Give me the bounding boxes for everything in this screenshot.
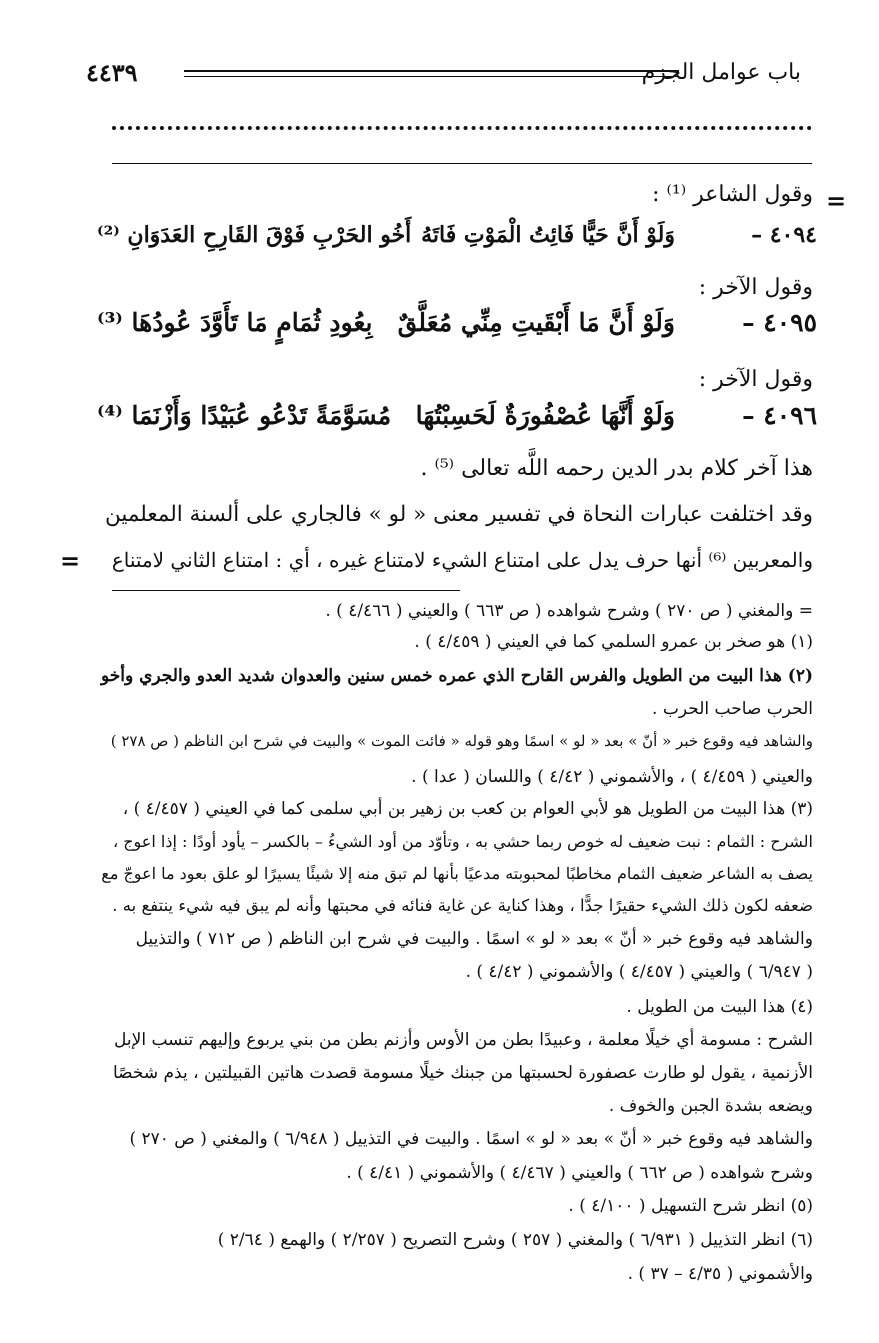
footnote-line: الأزنمية ، يقول لو طارت عصفورة لحسبتها من جبنك خيلًا مسومة قصدت هاتين القبيلتين ، يذم شخصًا bbox=[112, 1063, 813, 1083]
footnote-line: والشاهد فيه وقوع خبر « أنّ » بعد « لو » اسمًا . والبيت في شرح ابن الناظم ( ص ٧١٢ ) والتذييل bbox=[135, 929, 813, 949]
verse-4096 bbox=[97, 401, 817, 445]
footnote-line: الشرح : الثمام : نبت ضعيف له خوص ربما حشي به ، وتأوّد من أود الشيءُ – بالكسر – يأود أودًا : إذا اعوج ، bbox=[112, 832, 813, 851]
footnote-line: يصف به الشاعر ضعيف الثمام مخاطبًا لمحبوبته مدعيًا بأنها لم تبق منه إلا شيئًا يسيرًا لو علق بعود ما اعوجّ مع bbox=[101, 864, 813, 883]
footnote-rule bbox=[112, 590, 460, 591]
footnote-line: ( ٦/٩٤٧ ) والعيني ( ٤/٤٥٧ ) والأشموني ( ٤/٤٢ ) . bbox=[465, 962, 813, 982]
verse-first-hemistich: وَلَوْ أَنَّهَا عُصْفُورَةٌ لَحَسِبْتُهَا bbox=[415, 401, 675, 430]
footnote-line: والشاهد فيه وقوع خبر « أنّ » بعد « لو » اسمًا . والبيت في التذييل ( ٦/٩٤٨ ) والمغني ( ص ٢٧٠ ) bbox=[129, 1129, 813, 1149]
footnote-line: ويضعه بشدة الجبن والخوف . bbox=[608, 1096, 813, 1116]
footnote-line: (٢) هذا البيت من الطويل والفرس القارح الذي عمره خمس سنين والعدوان شديد العدو والجري وأخو bbox=[100, 666, 813, 686]
closing-line: هذا آخر كلام بدر الدين رحمه اللَّه تعالى ⁽⁵⁾ . bbox=[420, 456, 813, 481]
verse-number: ٤٠٩٥ – bbox=[742, 308, 817, 337]
verse-first-hemistich: وَلَوْ أَنَّ مَا أَبْقَيتِ مِنِّي مُعَلَّقٌ bbox=[397, 308, 675, 337]
footnote-line: ضعفه لكون ذلك الشيء حقيرًا جدًّا ، وهذا كناية عن غاية فنائه في محبتها وأنه لم يبق فيه شيء ينتفع به . bbox=[112, 896, 813, 915]
footnote-line: الحرب صاحب الحرب . bbox=[652, 699, 813, 719]
footnote-line: والشاهد فيه وقوع خبر « أنّ » بعد « لو » اسمًا وهو قوله « فائت الموت » والبيت في شرح ابن الناظم ( ص ٢٧٨ ) bbox=[110, 732, 813, 750]
footnote-line: = والمغني ( ص ٢٧٠ ) وشرح شواهده ( ص ٦٦٣ ) والعيني ( ٤/٤٦٦ ) . bbox=[325, 601, 813, 621]
paragraph-line-1: وقد اختلفت عبارات النحاة في تفسير معنى « لو » فالجاري على ألسنة المعلمين bbox=[105, 502, 813, 527]
footnote-line: (١) هو صخر بن عمرو السلمي كما في العيني ( ٤/٤٥٩ ) . bbox=[414, 632, 813, 652]
footnote-line: الشرح : مسومة أي خيلًا معلمة ، وعبيدًا بطن من الأوس وأزنم بطن من بني يربوع وإليهم تنسب الإبل bbox=[114, 1030, 813, 1050]
page-number: ٤٤٣٩ bbox=[86, 58, 138, 87]
footnote-line: (٦) انظر التذييل ( ٦/٩٣١ ) والمغني ( ٢٥٧ ) وشرح التصريح ( ٢/٢٥٧ ) والهمع ( ٢/٦٤ ) bbox=[217, 1230, 813, 1250]
verse-second-hemistich: أَخُو الحَرْبِ فَوْقَ القَارِحِ العَدَوَانِ ⁽²⁾ bbox=[97, 222, 412, 248]
continuation-mark: = bbox=[60, 546, 81, 575]
verse-number: ٤٠٩٤ – bbox=[751, 222, 817, 248]
footnote-line: (٤) هذا البيت من الطويل . bbox=[626, 997, 813, 1017]
footnote-line: (٥) انظر شرح التسهيل ( ٤/١٠٠ ) . bbox=[568, 1196, 813, 1216]
footnote-line: والأشموني ( ٤/٣٥ – ٣٧ ) . bbox=[627, 1264, 813, 1284]
continuation-mark: = bbox=[826, 186, 847, 215]
top-rule bbox=[112, 163, 812, 164]
paragraph-line-2: والمعربين ⁽⁶⁾ أنها حرف يدل على امتناع الشيء لامتناع غيره ، أي : امتناع الثاني لامتناع bbox=[111, 548, 813, 572]
intro-line-1: وقول الشاعر ⁽¹⁾ : bbox=[652, 182, 813, 207]
header-rule bbox=[184, 70, 679, 77]
verse-4095 bbox=[97, 308, 817, 352]
running-header bbox=[86, 58, 801, 92]
dotted-separator bbox=[112, 126, 812, 140]
intro-line-3: وقول الآخر : bbox=[698, 367, 813, 392]
verse-first-hemistich: وَلَوْ أَنَّ حَيًّا فَائِتُ الْمَوْتِ فَاتَهُ bbox=[421, 222, 675, 248]
intro-line-2: وقول الآخر : bbox=[698, 275, 813, 300]
chapter-title: باب عوامل الجزم bbox=[641, 60, 801, 85]
footnote-line: وشرح شواهده ( ص ٦٦٢ ) والعيني ( ٤/٤٦٧ ) والأشموني ( ٤/٤١ ) . bbox=[346, 1163, 813, 1183]
verse-second-hemistich: بِعُودِ ثُمَامٍ مَا تَأَوَّدَ عُودُهَا ⁽³⁾ bbox=[97, 308, 373, 337]
footnote-line: (٣) هذا البيت من الطويل هو لأبي العوام بن كعب بن زهير بن أبي سلمى كما في العيني ( ٤/٤٥٧ ) ، bbox=[122, 799, 813, 819]
verse-second-hemistich: مُسَوَّمَةً تَدْعُو عُبَيْدًا وَأَزْنَمَا ⁽⁴⁾ bbox=[97, 401, 392, 430]
verse-4094 bbox=[97, 222, 817, 266]
verse-number: ٤٠٩٦ – bbox=[742, 401, 817, 430]
footnote-line: والعيني ( ٤/٤٥٩ ) ، والأشموني ( ٤/٤٢ ) واللسان ( عدا ) . bbox=[411, 767, 813, 787]
